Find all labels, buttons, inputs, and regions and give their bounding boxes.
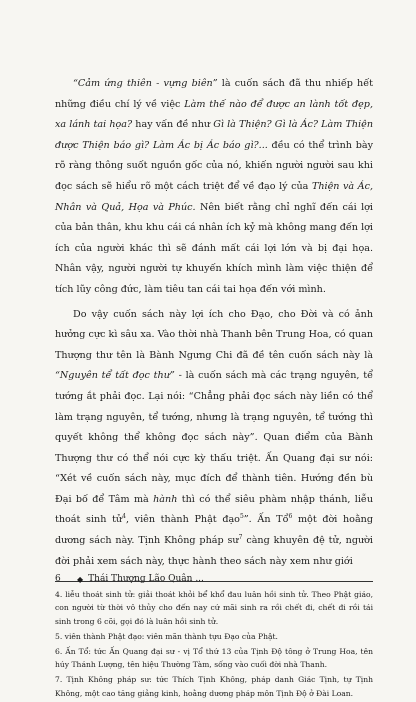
- diamond-icon: ◆: [77, 574, 84, 584]
- italic-text-run: Gì là Thiện? Gì là Ác? Làm Thiện được Thiện báo gì? Làm Ác bị Ác báo gì?...: [55, 119, 373, 151]
- body-paragraph-2: [55, 305, 373, 573]
- italic-text-run: hành: [153, 493, 178, 505]
- page-number: 6: [55, 574, 61, 584]
- page-footer: [55, 574, 373, 584]
- footnotes: [55, 588, 373, 700]
- footnote-7: 7. Tịnh Không pháp sư: tức Thích Tịnh Không, pháp danh Giác Tịnh, tự Tịnh Không, một cao tăng giảng kinh, hoằng dương pháp môn Tịnh Độ ở Đài Loan.: [55, 675, 373, 698]
- footnote-ref: 6: [288, 513, 293, 521]
- footnote-ref: 7: [238, 533, 243, 541]
- footnote-6: 6. Ấn Tổ: tức Ấn Quang đại sư - vị Tổ thứ 13 của Tịnh Độ tông ở Trung Hoa, tên húy Thánh Lượng, tên hiệu Thường Tàm, sống vào cuối đời nhà Thanh.: [55, 647, 373, 670]
- text-run: một đời hoằng dương sách này. Tịnh Không pháp sư: [55, 514, 373, 547]
- italic-text-run: “Cảm ứng thiên - vựng biên”: [73, 78, 218, 89]
- footnote-4: 4. liễu thoát sinh tử: giải thoát khỏi bể khổ đau luân hồi sinh tử. Theo Phật giáo, con người từ thời vô thủy cho đến nay cứ mãi sinh ra rồi chết đi, chết đi rồi tái sinh trong 6 cõi, gọi đó là luân hồi sinh tử.: [55, 590, 373, 626]
- text-run: Do vậy cuốn sách này lợi ích cho Đạo, cho Đời và có ảnh hưởng cực kì sâu xa. Vào thời nhà Thanh bên Trung Hoa, có quan Thượng thư tên là Bành Ngưng Chi đã đề tên cuốn sách này là: [55, 308, 373, 361]
- italic-text-run: Làm thế nào để được an lành tốt đẹp, xa lánh tai họa?: [55, 98, 373, 131]
- text-run: thì có thể siêu phàm nhập thánh, liễu thoát sinh tử: [55, 493, 373, 526]
- text-run: - là cuốn sách mà các trạng nguyên, tể tướng ắt phải đọc. Lại nói: “Chẳng phải đọc sách này liền có thể làm trạng nguyên, tể tướng, nhưng là trạng nguyên, tể tướng thì quyết không thể không đọc sách này”. Quan điểm của Bành Thượng thư có thể nói cực kỳ thấu triệt. Ấn Quang đại sư nói: “Xét về cuốn sách này, mục đích để thành tiên. Hướng đền bù Đại bố để Tâm mà: [55, 370, 373, 505]
- text-run: ”. Ấn Tổ: [243, 514, 289, 526]
- footnote-ref: 5: [239, 513, 244, 521]
- body-paragraph-1: [55, 74, 373, 301]
- running-title: Thái Thượng Lão Quân ...: [88, 574, 204, 584]
- text-run: Nên biết rằng chỉ nghĩ đến cái lợi của bản thân, khu khu cái cá nhân ích kỷ mà không mang đến lợi ích của người khác thì sẽ đánh mất cái lợi lớn và bị đại họa. Nhân vậy, người người tự khuyến khích mình làm việc thiện để tích lũy công đức, làm tiêu tan cái tai họa đến với mình.: [55, 201, 373, 295]
- page-body: [55, 74, 373, 702]
- text-run: đều có thể trình bày rõ ràng thông suốt nguồn gốc của nó, khiến người người sau khi đọc sách sẽ hiểu rõ một cách triệt để về đạo lý của: [55, 139, 373, 192]
- footnote-5: 5. viên thành Phật đạo: viên mãn thành tựu Đạo của Phật.: [55, 631, 278, 641]
- footnote-ref: 4: [122, 513, 126, 521]
- italic-text-run: “Nguyên tể tất đọc thư”: [55, 370, 175, 382]
- italic-text-run: Thiện và Ác, Nhân và Quả, Họa và Phúc.: [55, 180, 374, 213]
- text-run: hay vấn đề như: [132, 119, 214, 131]
- text-run: , viên thành Phật đạo: [125, 514, 240, 526]
- text-run: là cuốn sách đã thu nhiếp hết những điều chí lý về việc: [55, 78, 373, 110]
- text-run: càng khuyên đệ tử, người đời phải xem sách này, thực hành theo sách này xem như giới: [55, 535, 373, 567]
